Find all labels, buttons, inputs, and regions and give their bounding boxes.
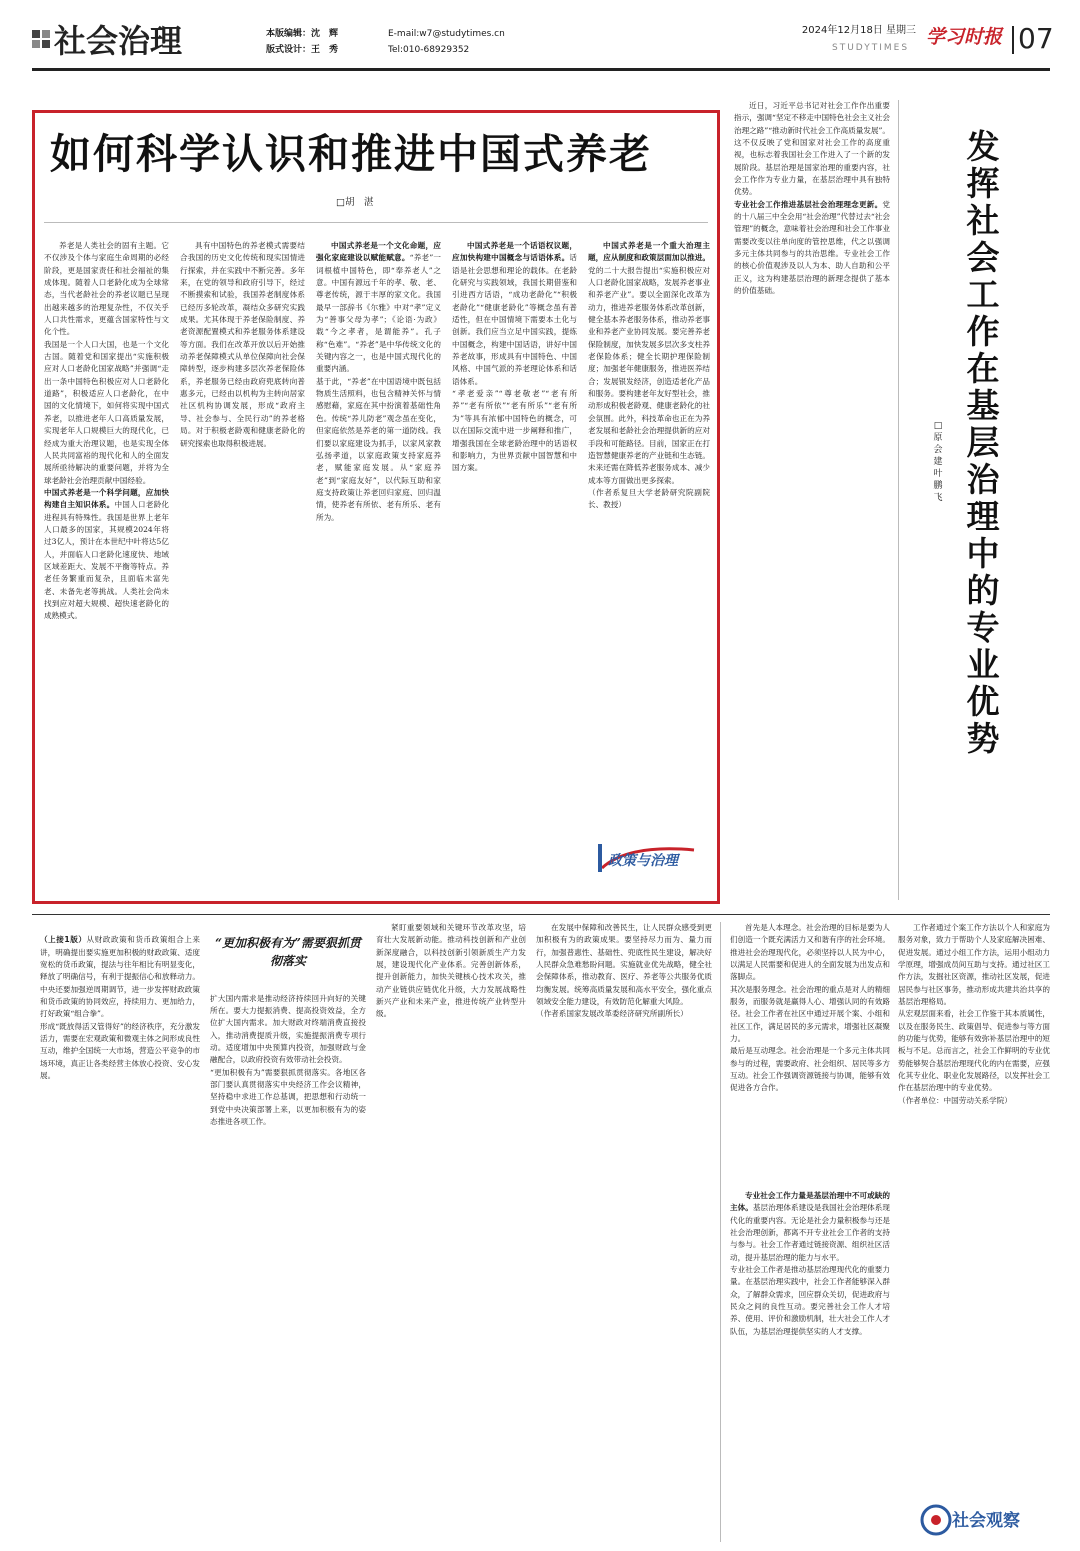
article3-column-1 [40,922,200,1542]
article3-text-2: 扩大国内需求是推动经济持续回升向好的关键所在。要大力提振消费、提高投资效益，全方位扩大国内需求。加大财政对终端消费直接投入，推动消费提质升级，实施提振消费专项行动。适度增加中央预算内投资，加强财政与金融配合，以政府投资有效带动社会投资。 “更加积极有为”需要狠抓贯彻落实。各地区各部门要认真贯彻落实中央经济工作会议精神，坚持稳中求进工作总基调，把思想和行动统一到党中央决策部署上来，以更加积极有为的姿态推进各项工作。 [210,993,366,1127]
article1-author: □胡 湛 [336,197,374,208]
article1-column-4: 中国式养老是一个话语权议题，应加快构建中国概念与话语体系。话语是社会思想和理论的载体。在老龄化研究与实践领域，我国长期借鉴和引进西方话语，“成功老龄化”“积极老龄化”“健康老龄化”等概念虽有普适性，但在中国情境下需要本土化与创新。我们应当立足中国实践，提炼中国概念，构建中国话语，讲好中国养老故事，形成具有中国特色、中国风格、中国气派的养老理论体系和话语体系。 “孝老爱亲”“尊老敬老”“老有所养”“老有所依”“老有所乐”“老有所为”等具有浓郁中国特色的概念，可以在国际交流中进一步阐释和推广，增强我国在全球老龄治理中的话语权和影响力，为世界贡献中国智慧和中国方案。 [452,241,577,473]
article1-title: 如何科学认识和推进中国式养老 [50,130,652,178]
article1-column-1: 养老是人类社会的固有主题。它不仅涉及个体与家庭生命周期的必经阶段，更是国家责任和社会福祉的集成体现。随着人口老龄化成为全球常态，当代老龄社会的养老议题已呈现出越来越多的治理复杂性，不仅关乎人口共性需求，更蕴含国家特性与文化个性。 我国是一个人口大国，也是一个文化古国。随着党和国家提出“实施积极应对人口老龄化国家战略”并强调“走出一条中国特色积极应对人口老龄化道路”，积极适应人口老龄化，在中国的文化情境下，如何将实现中国式养老，以推进老年人口高质量发展，实现老年人口规模巨大的现代化，已经成为重大治理议题，也是实现全体人民共同富裕的现代化和人的全面发展所亟待解决的重要问题，并将为全球老龄社会治理贡献中国经验。 中国式养老是一个科学问题，应加快构建自主知识体系。中国人口老龄化进程具有特殊性。我国是世界上老年人口最多的国家，其规模2024年将过3亿人，预计在本世纪中叶将达5亿人，并面临人口老龄化速度快、地域区域差距大、发展不平衡等特点。养老任务繁重而复杂，且面临未富先老、未备先老等挑战。人类社会尚未找到应对超大规模、超快速老龄化的成熟模式。 [44,241,170,621]
header-rule [32,68,1050,71]
page-number: 07 [1018,22,1054,55]
social-observation-badge [918,1500,1050,1540]
header-divider [1012,26,1014,54]
article3-column-4: 在发展中保障和改善民生，让人民群众感受到更加积极有为的政策成果。要坚持尽力而为、量力而行，加强普惠性、基础性、兜底性民生建设，解决好人民群众急难愁盼问题。实施就业优先战略，健全社会保障体系，推动教育、医疗、养老等公共服务优质均衡发展。统筹高质量发展和高水平安全，强化重点领域安全能力建设，有效防范化解重大风险。 （作者系国家发展改革委经济研究所副所长） [536,923,712,1019]
section-header [32,14,1054,68]
article1-column-5: 中国式养老是一个重大治理主题，应从制度和政策层面加以推进。党的二十大报告提出“实施积极应对人口老龄化国家战略，发展养老事业和养老产业”。要以全面深化改革为动力，推进养老服务体系改革创新，健全基本养老服务体系，推动养老事业和养老产业协同发展。要完善养老保险制度，加快发展多层次多支柱养老保险体系；健全长期护理保险制度；加强老年健康服务，推进医养结合；发展银发经济，创造适老化产品和服务。要构建老年友好型社会，推动形成积极老龄观、健康老龄化的社会氛围。此外，科技革命也正在为养老发展和老龄社会治理提供新的应对手段和可能路径。目前，国家正在打造智慧健康养老的产业链和生态链。未来还需在降低养老服务成本、减少成本等方面做出更多探索。 （作者系复旦大学老龄研究院副院长、教授） [588,241,710,510]
section-title: 社会治理 [54,22,183,60]
article1-column-3: 中国式养老是一个文化命题，应强化家庭建设以赋能赋意。“养老”一词根植中国特色，即“奉养老人”之意。中国有源远千年的孝、敬、老、尊老传统，源于丰厚的家文化。我国最早一部辞书《尔雅》中对“孝”定义为“善事父母为孝”；《论语·为政》载“今之孝者，是谓能养”。孔子称“色难”。“养老”是中华传统文化的关键内容之一，也是中国式现代化的重要内涵。 基于此，“养老”在中国语境中既包括物质生活照料，也包含精神关怀与情感慰藉，家庭在其中扮演着基础性角色。传统“养儿防老”观念虽在变化，但家庭依然是养老的第一道防线。我们要以家庭建设为抓手，以家风家教弘扬孝道，以家庭政策支持家庭养老，赋能家庭发展。从“家庭养老”到“家庭友好”，以代际互助和家庭支持政策让养老回归家庭、回归温情，使养老有所依、老有所乐、老有所为。 [316,241,442,522]
article1-title-rule [44,222,708,223]
article3-text-1: 从财政政策和货币政策组合上来讲，明确提出要实施更加积极的财政政策、适度宽松的货币政策，提法与往年相比有明显变化，释放了明确信号，有利于提振信心和放释动力。中央还要加强逆周期调节，进一步发挥财政政策和货币政策的协同效应，持续用力、更加给力，打好政策“组合拳”。 形成“既放得活又管得好”的经济秩序，充分激发活力，需要在宏观政策和微观主体之间形成良性互动，维护全国统一大市场，营造公平竞争的市场环境，真正让各类经营主体放心投资、安心发展。 [40,935,200,1081]
policy-governance-badge [598,838,702,878]
article2-column-2: 首先是人本理念。社会治理的目标是要为人们创造一个既充满活力又和谐有序的社会环境。推进社会治理现代化，必须坚持以人民为中心，以满足人民需要和促进人的全面发展为出发点和落脚点。 其次是服务理念。社会治理的重点是对人的精细服务，而服务就是赢得人心、增强认同的有效路径。社会工作者在社区中通过开展个案、小组和社区工作，满足居民的多元需求，增强社区凝聚力。 最后是互动理念。社会治理是一个多元主体共同参与的过程，需要政府、社会组织、居民等多方互动。社会工作强调资源链接与协调，能够有效促进各方合作。 [730,923,890,1093]
article2-author: □原会建 叶鹏飞 [933,421,952,503]
article3-column-3: 紧盯重要领域和关键环节改革攻坚，培育壮大发展新动能。推动科技创新和产业创新深度融合，以科技创新引领新质生产力发展，建设现代化产业体系。完善创新体系，提升创新能力，加快关键核心技术攻关，推动产业链供应链优化升级，大力发展战略性新兴产业和未来产业，推进传统产业转型升级。 [376,923,526,1019]
header-decoration-icon [32,30,50,48]
lower-section-rule [32,914,1050,915]
article3-column-2 [210,922,366,1542]
article2-column-3: 专业社会工作力量是基层治理中不可或缺的主体。基层治理体系建设是我国社会治理体系现代化的重要内容。无论是社会力量积极参与还是社会治理创新，都离不开专业社会工作者的支持与参与。社会工作者通过链接资源、组织社区活动，提升基层治理的能力与水平。 专业社会工作者是推动基层治理现代化的重要力量。在基层治理实践中，社会工作者能够深入群众，了解群众需求，回应群众关切，促进政府与民众之间的良性互动。要完善社会工作人才培养、使用、评价和激励机制，壮大社会工作人才队伍，为基层治理提供坚实的人才支撑。 [730,1191,891,1336]
article3-subhead: “更加积极有为”需要狠抓贯彻落实 [215,936,361,969]
article2-title: 发挥社会工作在基层治理中的专业优势 [966,127,1000,758]
article2-divider [898,100,899,900]
badge-label: 政策与治理 [608,853,678,869]
header-email: E-mail:w7@studytimes.cn [388,29,505,39]
badge-label-2: 社会观察 [952,1511,1020,1531]
continued-mark: （上接1版） [40,935,87,945]
article1-column-2: 具有中国特色的养老模式需要结合我国的历史文化传统和现实国情进行探索，并在实践中不断完善。多年来，在党的领导和政府引导下，经过不断摸索和试验，我国养老制度体系已经历多轮改革，凝结众多研究实践成果。尤其体现于养老保险制度、养老资源配置模式和养老服务体系建设等方面。我们在改革开放以后开始推动养老保障模式从单位保障向社会保障转型，逐步构建多层次养老保险体系，养老服务已经由政府兜底转向普惠多元，已经由以机构为主转向居家社区机构协调发展，形成“政府主导、社会参与、全民行动”的养老格局。对于积极老龄观和健康老龄化的研究探索也取得积极进展。 [180,241,305,448]
article2-column-4: 工作者通过个案工作方法以个人和家庭为服务对象，致力于帮助个人及家庭解决困难、促进发展。通过小组工作方法，运用小组动力学原理，增强成员间互助与支持。通过社区工作方法，发掘社区资源，推动社区发展，促进居民参与社区事务，推动形成共建共治共享的基层治理格局。 从宏观层面来看，社会工作鉴于其本质属性，以及在服务民生、政策倡导、促进参与等方面的功能与优势，能够有效弥补基层治理中的短板与不足。总而言之，社会工作鲜明的专业优势能够契合基层治理现代化的内在需要，应强化其专业化、职业化发展路径，以发挥社会工作在基层治理中的专业优势。 （作者单位：中国劳动关系学院） [898,923,1050,1105]
design-line: 版式设计：王 秀 [266,45,339,55]
header-tel: Tel:010-68929352 [388,45,470,55]
paper-english-name: STUDYTIMES [832,43,910,53]
paper-logo: 学习时报 [926,26,1003,48]
lower-divider [720,922,721,1542]
issue-date: 2024年12月18日 星期三 [801,25,916,36]
article2-column-1: 近日，习近平总书记对社会工作作出重要指示，强调“坚定不移走中国特色社会主义社会治理之路”“推动新时代社会工作高质量发展”。这不仅反映了党和国家对社会工作的高度重视，也标志着我国社会工作进入了一个新的发展阶段。基层治理是国家治理的重要内容，社会工作作为专业力量，在基层治理中具有独特优势。 专业社会工作推进基层社会治理理念更新。党的十八届三中全会用“社会治理”代替过去“社会管理”的概念，意味着社会治理和社会工作事业需要改变以往单向度的管控思维，代之以强调多元主体共同参与的共治思维。专业社会工作的核心价值观涉及以人为本、助人自助和公平正义，这为构建基层治理的新理念提供了基本的价值基础。 [734,101,890,296]
editor-line: 本版编辑：沈 辉 [266,29,339,39]
